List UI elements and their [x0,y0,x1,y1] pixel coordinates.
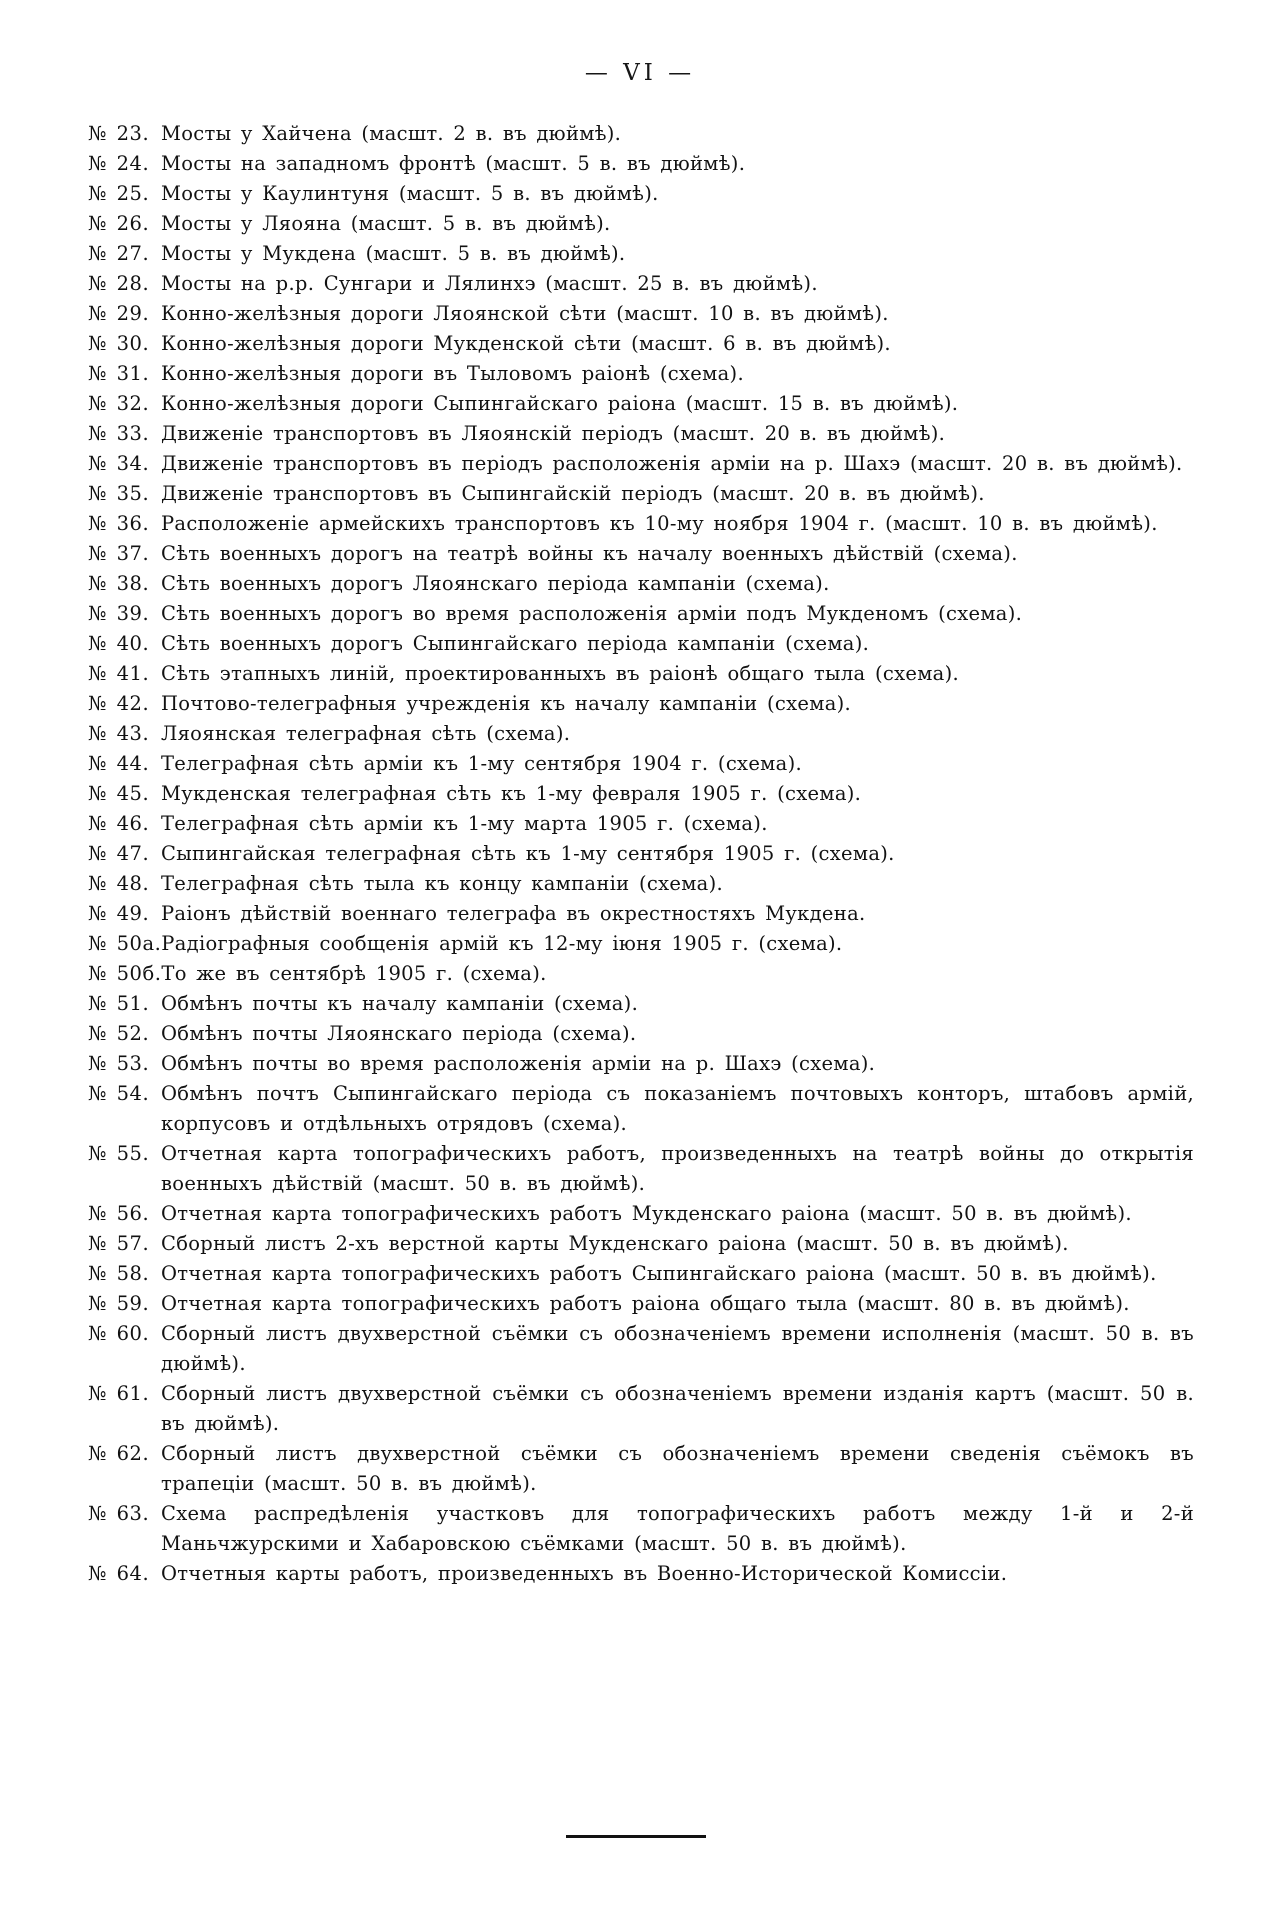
entry-number: № 52. [88,1022,150,1045]
page-number: — VI — [584,60,696,86]
list-item [88,539,1194,569]
list-item [88,1049,1194,1079]
list-item [88,809,1194,839]
section-divider [566,1835,706,1838]
entry-text: Сборный листъ двухверстной съёмки съ обозначеніемъ времени изданія картъ (масшт. 50 в. въ дюймѣ). [161,1382,1194,1435]
entry-text: Сѣть военныхъ дорогъ Сыпингайскаго періода кампаніи (схема). [161,632,870,655]
entry-text: Движеніе транспортовъ въ періодъ расположенія арміи на р. Шахэ (масшт. 20 в. въ дюймѣ). [161,452,1183,475]
list-item [88,419,1194,449]
list-item [88,689,1194,719]
entry-text: Сѣть этапныхъ линій, проектированныхъ въ раіонѣ общаго тыла (схема). [161,662,960,685]
entry-number: № 45. [88,782,150,805]
entry-number: № 29. [88,302,150,325]
entry-number: № 47. [88,842,150,865]
entry-number: № 50а. [88,932,162,955]
entry-number: № 24. [88,152,150,175]
entry-number: № 33. [88,422,150,445]
entry-text: Обмѣнъ почты во время расположенія арміи на р. Шахэ (схема). [161,1052,876,1075]
entry-text: Мосты на западномъ фронтѣ (масшт. 5 в. въ дюймѣ). [161,152,746,175]
list-item [88,1439,1194,1499]
entry-number: № 28. [88,272,150,295]
entry-number: № 43. [88,722,150,745]
entry-number: № 51. [88,992,150,1015]
entry-text: Отчетныя карты работъ, произведенныхъ въ Военно-Исторической Комиссіи. [161,1562,1008,1585]
list-item [88,599,1194,629]
list-item [88,329,1194,359]
entry-number: № 39. [88,602,150,625]
entry-number: № 59. [88,1292,150,1315]
entry-number: № 56. [88,1202,150,1225]
entry-text: Мосты у Ляояна (масшт. 5 в. въ дюймѣ). [161,212,611,235]
list-item [88,509,1194,539]
list-item [88,269,1194,299]
entry-number: № 26. [88,212,150,235]
entry-number: № 44. [88,752,150,775]
entry-number: № 57. [88,1232,150,1255]
entry-number: № 49. [88,902,150,925]
entry-number: № 31. [88,362,150,385]
entry-number: № 30. [88,332,150,355]
entry-number: № 54. [88,1082,150,1105]
entry-number: № 40. [88,632,150,655]
entry-text: Обмѣнъ почтъ Сыпингайскаго періода съ показаніемъ почтовыхъ конторъ, штабовъ армій, корпусовъ и отдѣльныхъ отрядовъ (схема). [161,1082,1194,1135]
entry-number: № 53. [88,1052,150,1075]
entry-number: № 60. [88,1322,150,1345]
entry-text: То же въ сентябрѣ 1905 г. (схема). [161,962,547,985]
list-item [88,1289,1194,1319]
list-item [88,1259,1194,1289]
entry-text: Радіографныя сообщенія армій къ 12-му іюня 1905 г. (схема). [161,932,843,955]
list-item [88,1559,1194,1589]
list-item [88,1139,1194,1199]
entry-text: Отчетная карта топографическихъ работъ Мукденскаго раіона (масшт. 50 в. въ дюймѣ). [161,1202,1132,1225]
entry-text: Раіонъ дѣйствій военнаго телеграфа въ окрестностяхъ Мукдена. [161,902,866,925]
entry-text: Конно-желѣзныя дороги Ляоянской сѣти (масшт. 10 в. въ дюймѣ). [161,302,889,325]
list-item [88,149,1194,179]
entry-text: Ляоянская телеграфная сѣть (схема). [161,722,571,745]
entry-text: Сѣть военныхъ дорогъ на театрѣ войны къ началу военныхъ дѣйствій (схема). [161,542,1018,565]
list-item [88,449,1194,479]
entry-text: Отчетная карта топографическихъ работъ Сыпингайскаго раіона (масшт. 50 в. въ дюймѣ). [161,1262,1157,1285]
list-item [88,389,1194,419]
list-item [88,1379,1194,1439]
entry-text: Мосты у Каулинтуня (масшт. 5 в. въ дюймѣ). [161,182,659,205]
entry-number: № 37. [88,542,150,565]
entry-number: № 41. [88,662,150,685]
entry-number: № 35. [88,482,150,505]
list-item [88,479,1194,509]
entry-number: № 61. [88,1382,150,1405]
entry-number: № 42. [88,692,150,715]
entry-number: № 58. [88,1262,150,1285]
list-item [88,239,1194,269]
entry-text: Отчетная карта топографическихъ работъ, произведенныхъ на театрѣ войны до открытія военныхъ дѣйствій (масшт. 50 в. въ дюймѣ). [161,1142,1194,1195]
entry-text: Движеніе транспортовъ въ Ляоянскій періодъ (масшт. 20 в. въ дюймѣ). [161,422,946,445]
entry-number: № 27. [88,242,150,265]
list-item [88,119,1194,149]
entry-text: Обмѣнъ почты Ляоянскаго періода (схема). [161,1022,637,1045]
entry-text: Мосты на р.р. Сунгари и Лялинхэ (масшт. 25 в. въ дюймѣ). [161,272,818,295]
list-item [88,1019,1194,1049]
entry-text: Телеграфная сѣть арміи къ 1-му марта 1905 г. (схема). [161,812,768,835]
entry-number: № 34. [88,452,150,475]
list-item [88,959,1194,989]
entry-text: Движеніе транспортовъ въ Сыпингайскій періодъ (масшт. 20 в. въ дюймѣ). [161,482,985,505]
entry-text: Сборный листъ двухверстной съёмки съ обозначеніемъ времени сведенія съёмокъ въ трапеціи (масшт. 50 в. въ дюймѣ). [161,1442,1194,1495]
entry-number: № 23. [88,122,150,145]
entry-text: Почтово-телеграфныя учрежденія къ началу кампаніи (схема). [161,692,852,715]
list-item [88,839,1194,869]
entry-number: № 25. [88,182,150,205]
entry-number: № 62. [88,1442,150,1465]
entry-text: Телеграфная сѣть тыла къ концу кампаніи (схема). [161,872,724,895]
list-item [88,1079,1194,1139]
entry-number: № 64. [88,1562,150,1585]
list-item [88,299,1194,329]
list-item [88,929,1194,959]
entry-text: Сѣть военныхъ дорогъ во время расположенія арміи подъ Мукденомъ (схема). [161,602,1023,625]
entry-text: Схема распредѣленія участковъ для топографическихъ работъ между 1-й и 2-й Маньчжурскими и Хабаровскою съёмками (масшт. 50 в. въ дюймѣ). [161,1502,1194,1555]
entry-number: № 46. [88,812,150,835]
entry-number: № 50б. [88,962,162,985]
list-item [88,899,1194,929]
list-item [88,1319,1194,1379]
entry-number: № 63. [88,1502,150,1525]
entry-number: № 36. [88,512,150,535]
entry-text: Сборный листъ 2-хъ верстной карты Мукденскаго раіона (масшт. 50 в. въ дюймѣ). [161,1232,1069,1255]
list-item [88,869,1194,899]
entry-text: Сѣть военныхъ дорогъ Ляоянскаго періода кампаніи (схема). [161,572,830,595]
entry-text: Обмѣнъ почты къ началу кампаніи (схема). [161,992,639,1015]
entry-text: Конно-желѣзныя дороги Сыпингайскаго раіона (масшт. 15 в. въ дюймѣ). [161,392,959,415]
list-item [88,179,1194,209]
list-item [88,629,1194,659]
entry-text: Сыпингайская телеграфная сѣть къ 1-му сентября 1905 г. (схема). [161,842,895,865]
entry-text: Расположеніе армейскихъ транспортовъ къ 10-му ноября 1904 г. (масшт. 10 в. въ дюймѣ). [161,512,1158,535]
list-item [88,359,1194,389]
list-item [88,209,1194,239]
list-item [88,779,1194,809]
entry-text: Мукденская телеграфная сѣть къ 1-му февраля 1905 г. (схема). [161,782,862,805]
entry-text: Отчетная карта топографическихъ работъ раіона общаго тыла (масшт. 80 в. въ дюймѣ). [161,1292,1130,1315]
entry-text: Мосты у Мукдена (масшт. 5 в. въ дюймѣ). [161,242,626,265]
entry-number: № 38. [88,572,150,595]
list-item [88,989,1194,1019]
list-item [88,719,1194,749]
entry-text: Мосты у Хайчена (масшт. 2 в. въ дюймѣ). [161,122,622,145]
entry-text: Сборный листъ двухверстной съёмки съ обозначеніемъ времени исполненія (масшт. 50 в. въ дюймѣ). [161,1322,1194,1375]
map-list [88,119,1194,1589]
list-item [88,1229,1194,1259]
list-item [88,1199,1194,1229]
entry-number: № 48. [88,872,150,895]
list-item [88,749,1194,779]
entry-number: № 55. [88,1142,150,1165]
entry-text: Телеграфная сѣть арміи къ 1-му сентября 1904 г. (схема). [161,752,802,775]
entry-number: № 32. [88,392,150,415]
entry-text: Конно-желѣзныя дороги въ Тыловомъ раіонѣ (схема). [161,362,744,385]
list-item [88,1499,1194,1559]
entry-text: Конно-желѣзныя дороги Мукденской сѣти (масшт. 6 в. въ дюймѣ). [161,332,891,355]
list-item [88,569,1194,599]
list-item [88,659,1194,689]
